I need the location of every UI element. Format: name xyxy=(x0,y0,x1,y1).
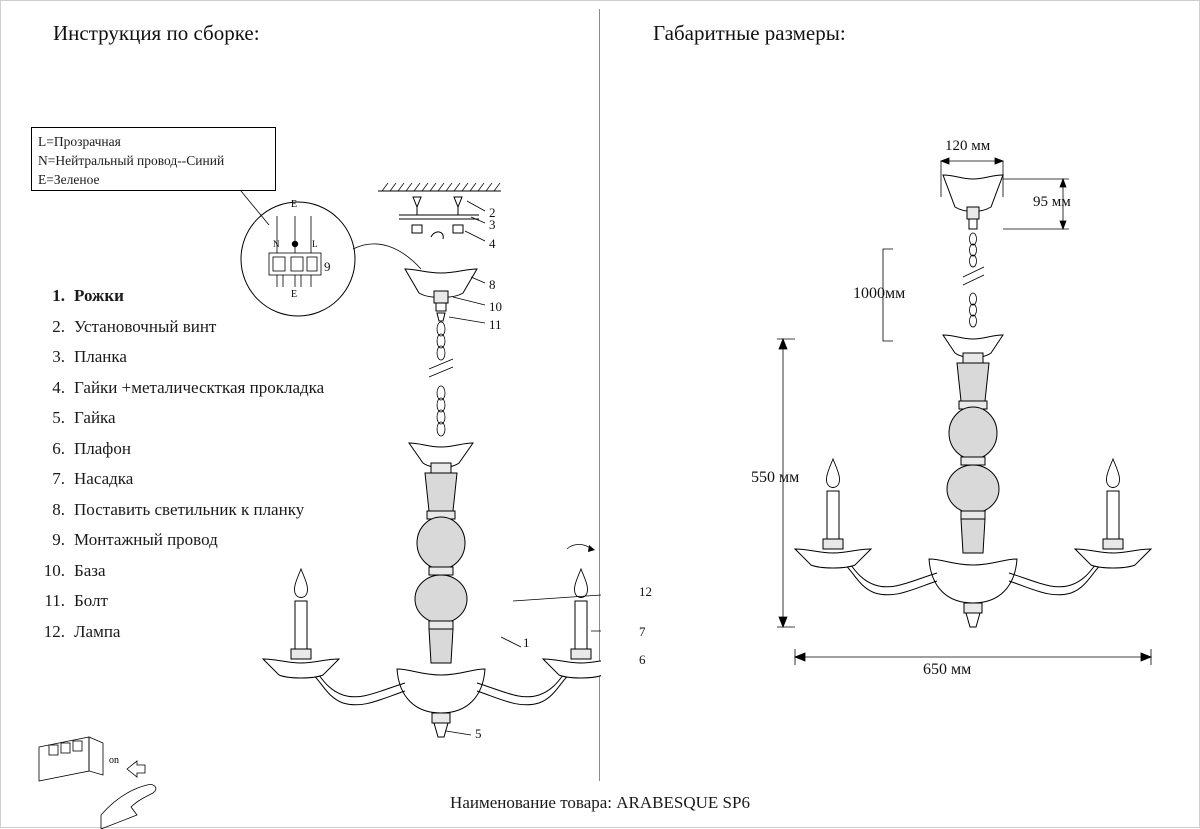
dim-label-body-height: 550 мм xyxy=(751,469,800,486)
glass-column-right xyxy=(947,363,999,553)
part-number: 9. xyxy=(52,530,65,549)
mounting-wire xyxy=(353,244,421,269)
nuts-and-washers xyxy=(412,225,463,239)
legend-line-earth: E=Зеленое xyxy=(38,172,100,187)
legend-line-live: L=Прозрачная xyxy=(38,134,121,149)
svg-text:N: N xyxy=(273,239,280,249)
callout-10: 10 xyxy=(489,299,502,314)
callout-8: 8 xyxy=(489,277,496,292)
dim-total-width xyxy=(795,649,1151,665)
part-number: 12. xyxy=(43,621,65,641)
suspension-chain xyxy=(429,322,453,436)
svg-text:E: E xyxy=(291,199,298,210)
svg-text:E: E xyxy=(291,289,298,300)
lamp-left xyxy=(263,569,339,678)
terminal-block-detail xyxy=(269,199,321,300)
assembly-drawing xyxy=(1,1,601,829)
part-label: Плафон xyxy=(74,438,131,458)
callout-3: 3 xyxy=(489,217,496,232)
ceiling-canopy xyxy=(405,269,477,321)
part-label: Рожки xyxy=(74,286,124,305)
part-label: Установочный винт xyxy=(74,316,217,336)
callout-7: 7 xyxy=(639,624,646,639)
callout-6: 6 xyxy=(639,652,646,667)
part-label: База xyxy=(74,560,106,580)
switch-on-label: on xyxy=(109,755,119,766)
main-base-bowl-right xyxy=(929,559,1017,627)
dimensions-drawing xyxy=(601,1,1200,829)
part-number: 2. xyxy=(52,316,65,336)
part-label: Болт xyxy=(74,591,108,610)
dim-label-total-width: 650 мм xyxy=(923,661,972,678)
dim-label-chain-length: 1000мм xyxy=(853,285,906,302)
svg-text:L: L xyxy=(312,239,318,249)
part-number: 5. xyxy=(52,408,65,427)
part-label: Гайки +металическткая прокладка xyxy=(74,377,325,397)
part-number: 1. xyxy=(52,286,65,305)
callout-9: 9 xyxy=(324,259,331,274)
mounting-screws xyxy=(413,197,462,215)
product-name-footer: Наименование товара: ARABESQUE SP6 xyxy=(450,793,750,812)
mounting-bracket xyxy=(399,215,479,219)
page-title-assembly: Инструкция по сборке: xyxy=(53,21,260,45)
legend-leader-line xyxy=(241,191,269,225)
part-number: 11. xyxy=(44,591,65,610)
part-number: 3. xyxy=(52,347,65,366)
part-number: 10. xyxy=(43,560,65,580)
upper-cup xyxy=(409,443,473,473)
callout-11: 11 xyxy=(489,317,502,332)
lamp-right-right-drawing xyxy=(1075,459,1151,568)
upper-cup-right xyxy=(943,335,1003,363)
dim-label-width-top: 120 мм xyxy=(945,138,991,154)
part-number: 7. xyxy=(52,469,65,488)
legend-line-neutral: N=Нейтральный провод--Синий xyxy=(38,153,225,168)
part-label: Гайка xyxy=(74,408,116,427)
part-number: 4. xyxy=(52,377,65,397)
suspension-chain-right xyxy=(963,233,984,327)
lamp-left-right-drawing xyxy=(795,459,871,568)
callout-12: 12 xyxy=(639,584,652,599)
part-label: Насадка xyxy=(74,469,134,488)
callout-4: 4 xyxy=(489,236,496,251)
callout-5: 5 xyxy=(475,726,482,741)
part-number: 6. xyxy=(52,438,65,458)
glass-column xyxy=(415,473,467,663)
dim-label-canopy-height: 95 мм xyxy=(1033,194,1071,210)
part-label: Монтажный провод xyxy=(74,530,218,549)
part-label: Планка xyxy=(74,347,127,366)
part-number: 8. xyxy=(52,499,65,519)
page-title-dimensions: Габаритные размеры: xyxy=(653,21,846,45)
lamp-right xyxy=(543,569,601,678)
terminal-block-circle xyxy=(241,202,355,316)
callout-1: 1 xyxy=(523,635,530,650)
canopy-right xyxy=(943,175,1003,229)
callout-2: 2 xyxy=(489,205,496,220)
part-label: Поставить светильник к планку xyxy=(74,499,305,519)
ceiling-surface xyxy=(378,183,501,191)
main-base-bowl xyxy=(397,669,485,737)
part-label: Лампа xyxy=(74,621,121,641)
